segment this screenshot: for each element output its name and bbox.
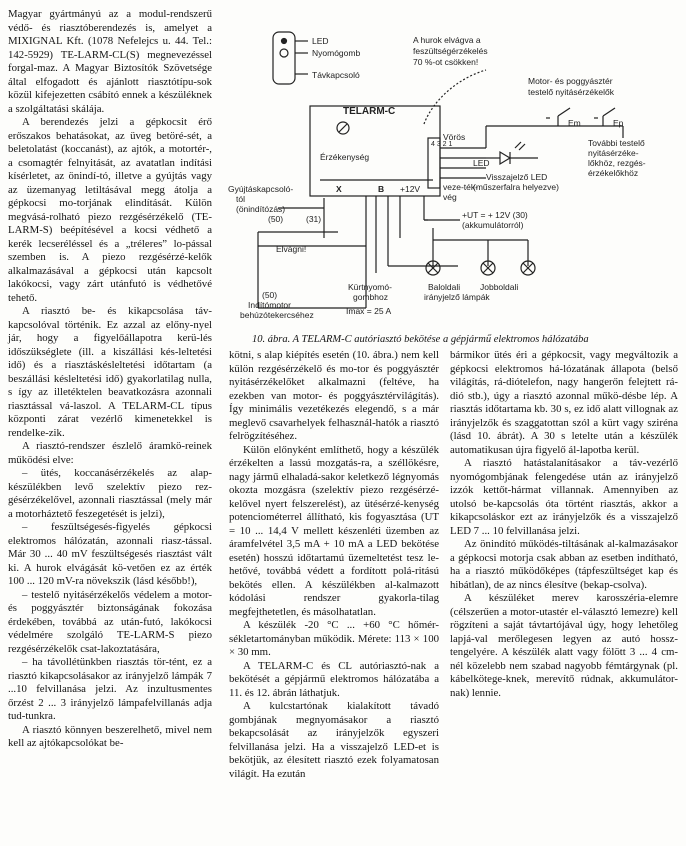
remote-label: Távkapcsoló <box>312 70 360 80</box>
more-sensors-label: További testelő <box>588 138 645 148</box>
paragraph: – testelő nyitásérzékelős védelem a motor- és poggyásztér biztonságának fokozása érdekében, továbbá az után-futó, lakókocsi védelmére szolgáló TE-LARM-S piezo rezgésérzékelők csat-lakoztatására, <box>8 588 212 655</box>
text-column-right <box>450 349 678 700</box>
sensitivity-label: Érzékenység <box>320 152 370 162</box>
led-label: LED <box>473 158 490 168</box>
terminal-50: (50) <box>268 214 284 224</box>
terminal-12v: +12V <box>400 184 421 194</box>
paragraph: A készülék -20 °C ... +60 °C hőmér-sékletartományban működik. Mérete: 113 × 100 × 30 mm. <box>229 619 439 658</box>
red-wire-label: vég <box>443 192 457 202</box>
red-wire-label: Vörös <box>443 132 466 142</box>
sensor-label: Motor- és poggyásztér <box>528 76 613 86</box>
more-sensors-label: érzékelőkhöz <box>588 168 639 178</box>
paragraph: A riasztó be- és kikapcsolása táv-kapcsolóval történik. Ez azzal az előny-nyel jár, hogy a figyelőállapotra kerü-lés időszükséglete (ill. a kiszállási kés-leltetési idő) és a riasztáskésleltetési időtartam (a beszállási késleltetési idő) gyakorlatilag nulla, s így az illetéktelen beavatkozásra azonnali riasztással vá-laszol. A TELARM-CL típus központi zárat vezérlő kimenetekkel is rendelke-zik. <box>8 305 212 439</box>
led-symbol <box>500 152 510 164</box>
starter-label: Indítómotor <box>248 300 291 310</box>
supply-label: (akkumulátorról) <box>462 220 524 230</box>
telarm-unit-box <box>310 106 440 196</box>
button-label: Nyomógomb <box>312 48 361 58</box>
terminal-50: (50) <box>262 290 278 300</box>
ep-label: Ep <box>613 118 624 128</box>
paragraph: Az önindító működés-tiltásának al-kalmazásakor a gépkocsi motorja csak abban az esetben indítható, ha a riasztó működőképes (tápfeszültséget kap és hibátlan), de az nincs élesítve (bekap-csolva). <box>450 538 678 591</box>
horn-label: Kürtnyomó- <box>348 282 392 292</box>
horn-label: Imax = 25 A <box>346 306 392 316</box>
paragraph: – ha távollétünkben riasztás tör-tént, ez a riasztó kikapcsolásakor az irányjelző lámpák 7 ...10 felvillanása jelzi. Az inzultusmentes őrzést 2 ... 3 irányjelző lámpafelvillanás adja tud-tunkra. <box>8 656 212 722</box>
feedback-led-label: Visszajelző LED <box>486 172 548 182</box>
paragraph: A kulcstartónak kialakított távadó gombjának megnyomásakor a riasztó bekapcsolását az irányjelzők egyszeri felvillanása jelzi. Ha a visszajelző LED-et is bekötjük, az élesített riasztó ezek folyamatosan világít. Ha ezután <box>229 700 439 780</box>
loop-note: feszültségérzékelés <box>413 46 488 56</box>
cut-note: Elvágni! <box>276 244 307 254</box>
unit-title: TELARM-C <box>343 106 396 117</box>
terminal-numbers: 4 3 2 1 <box>431 141 453 148</box>
supply-label: +UT = + 12V (30) <box>462 210 528 220</box>
paragraph: – feszültségesés-figyelés gépkocsi elektromos hálózatán, azonnali riasz-tással. Már 30 ... 40 mV feszültségesés riasztást vált ki. A hurok elvágását kö-vetően ez az érték 100 ... 120 mV-ra növekszik (lásd később!), <box>8 521 212 587</box>
text-column-middle <box>229 349 439 781</box>
paragraph: A berendezés jelzi a gépkocsit érő erőszakos behatásokat, az üveg betöré-sét, a beletolatást (koccanást), az ajtók, a motortér-, a csomagtér felnyitását, az avatatlan indítási kísérletet, az önindí-tó, illetve a gyújtás vagy az üzemanyag letiltásával megg átolja a gépkocsi mo-torjának elindítását. Külön megvásá-rolható piezo rezgésérzékelő (TE-LARM-S) beépítésével a kocsi védhető a kerék lecseréléssel és a „tréleres” lo-pással szemben is. A piezo rezgésérzé-kelők alkalmazásával a gépkocsi után kapcsolt lakókocsi, vagy zárt utánfutó is védhetővé tehető. <box>8 116 212 304</box>
figure-caption: 10. ábra. A TELARM-C autóriasztó bekötése a gépjármű elektromos hálózatába <box>252 334 589 345</box>
loop-note: 70 %-ot csökken! <box>413 57 479 67</box>
loop-note: A hurok elvágva a <box>413 35 481 45</box>
paragraph: kötni, s alap kiépítés esetén (10. ábra.) nem kell külön rezgésérzékelő és mo-tor és poggyásztér nyitásérzékelőket alkalmazni (feltéve, ha ezekben van motor- és poggyásztérvilágítás). Így minimális vezetékezés elegendő, s a már meglevő csavarhelyek felhasznál-hatók a riasztó felrögzítéséhez. <box>229 349 439 442</box>
more-sensors-label: lőkhöz, rezgés- <box>588 158 646 168</box>
paragraph: A TELARM-C és CL autóriasztó-nak a bekötését a gépjármű elektromos hálózatába a 11. és 12. ábrán láthatjuk. <box>229 659 439 699</box>
paragraph: Külön előnyként említhető, hogy a készülék érzékelten a lassú mozgatás-ra, a széllökésre, nagy jármű elhaladá-sakor keletkező légnyomás okozta mozgásra (szelektív piezo rezgésérzé-kelővel nyert felszerelést), az ütésérzé-kenység potenciométerrel állítható, kis fogyasztása (UT = 10 ... 14,4 V mellett készenléti üzemben az áramfelvétel 3,5 mA + 10 mA a LED bekötése esetén) hosszú időtartamú üzemeltetést tesz le-hetővé, továbbá védett a fordított polá-ritású bekötés ellen. A készülékben al-kalmazott kódolási rendszer gyakorla-tilag megfejthetetlen, és másolhatatlan. <box>229 443 439 618</box>
paragraph: A riasztó-rendszer észlelő áramkö-reinek működési elve: <box>8 440 212 466</box>
ignition-label: tól <box>236 194 245 204</box>
paragraph: A riasztó hatástalanításakor a táv-vezérlő nyomógombjának felengedése után az irányjelző izzók kettőt-hármat villannak. Amennyiben az utolsó be-kapcsolás óta történt riasztás, akkor a kikapcsoláskor ezt az irányjelzők és a visszajelző LED 7 ... 10 felvillanása jelzi. <box>450 457 678 537</box>
text-column-left <box>8 8 212 751</box>
ignition-label: (önindítózás) <box>236 204 286 214</box>
terminal-31: (31) <box>306 214 322 224</box>
sensor-label: testelő nyitásérzékelők <box>528 87 614 97</box>
led-label: LED <box>312 36 329 46</box>
paragraph: – ütés, koccanásérzékelés az alap-készülékben levő szelektív piezo rez-gésérzékelővel, azonnali riasztással (mely már a motorháztető feszegetését is jelzi), <box>8 467 212 520</box>
ignition-label: Gyújtáskapcsoló- <box>228 184 294 194</box>
more-sensors-label: nyitásérzéke- <box>588 148 639 158</box>
terminal-b: B <box>378 184 385 194</box>
horn-label: gombhoz <box>353 292 388 302</box>
right-lamp-label: Jobboldali <box>480 282 519 292</box>
paragraph: A riasztó könnyen beszerelhető, mivel nem kell az ajtókapcsolókat be- <box>8 723 212 749</box>
left-lamp-label: irányjelző lámpák <box>424 292 490 302</box>
paragraph: A készüléket merev karosszéria-elemre (célszerűen a motor-utastér el-választó lemezre) kell rögzíteni a saját távtartójával úgy, hogy lehetőleg lapjá-val merőlegesen legyen az autó hossz-tengelyére. A készülék alatt vagy fölött 3 ... 4 cm-nél közelebb nem szabad nagyobb fémtárgynak (pl. kábelkötege-knek, merevítő rúdnak, akkumulátor-nak) lennie. <box>450 592 678 699</box>
wiring-diagram <box>228 8 673 330</box>
em-label: Em <box>568 118 581 128</box>
paragraph: Magyar gyártmányú az a modul-rendszerű védő- és riasztóberendezés is, amelyet a MIXIGNAL Kft. (1078 Nefelejcs u. 44. Tel.: 142-5929) TE-LARM-CL(S) megnevezéssel forgal-maz. A Magyar Biztosítók Szövetsége által elfogadott és ajánlott riasztótípu-sok közül kifejezetten csábító ennek a készüléknek a szolgáltatási skálája. <box>8 8 212 115</box>
terminal-x: X <box>336 184 342 194</box>
feedback-led-label: (műszerfalra helyezve) <box>473 182 559 192</box>
left-lamp-label: Baloldali <box>428 282 461 292</box>
red-wire-label: veze-ték- <box>443 182 478 192</box>
paragraph: bármikor ütés éri a gépkocsit, vagy megváltozik a gépkocsi elektromos há-lózatának állapota (belső világítás, rá-diótelefon, nagy hangerőn felejtett rá-dió stb.), úgy a riasztó azonnal műkö-désbe lép. A riasztás időtartama kb. 30 s, ez idő alatt villognak az irányjelzők és szaggatottan szól a kürt vagy sziréna (lásd 10. ábrát). A 30 s letelte után a készülék automatikusan újra figyelő ál-lapotba kerül. <box>450 349 678 456</box>
starter-label: behúzótekercséhez <box>240 310 314 320</box>
